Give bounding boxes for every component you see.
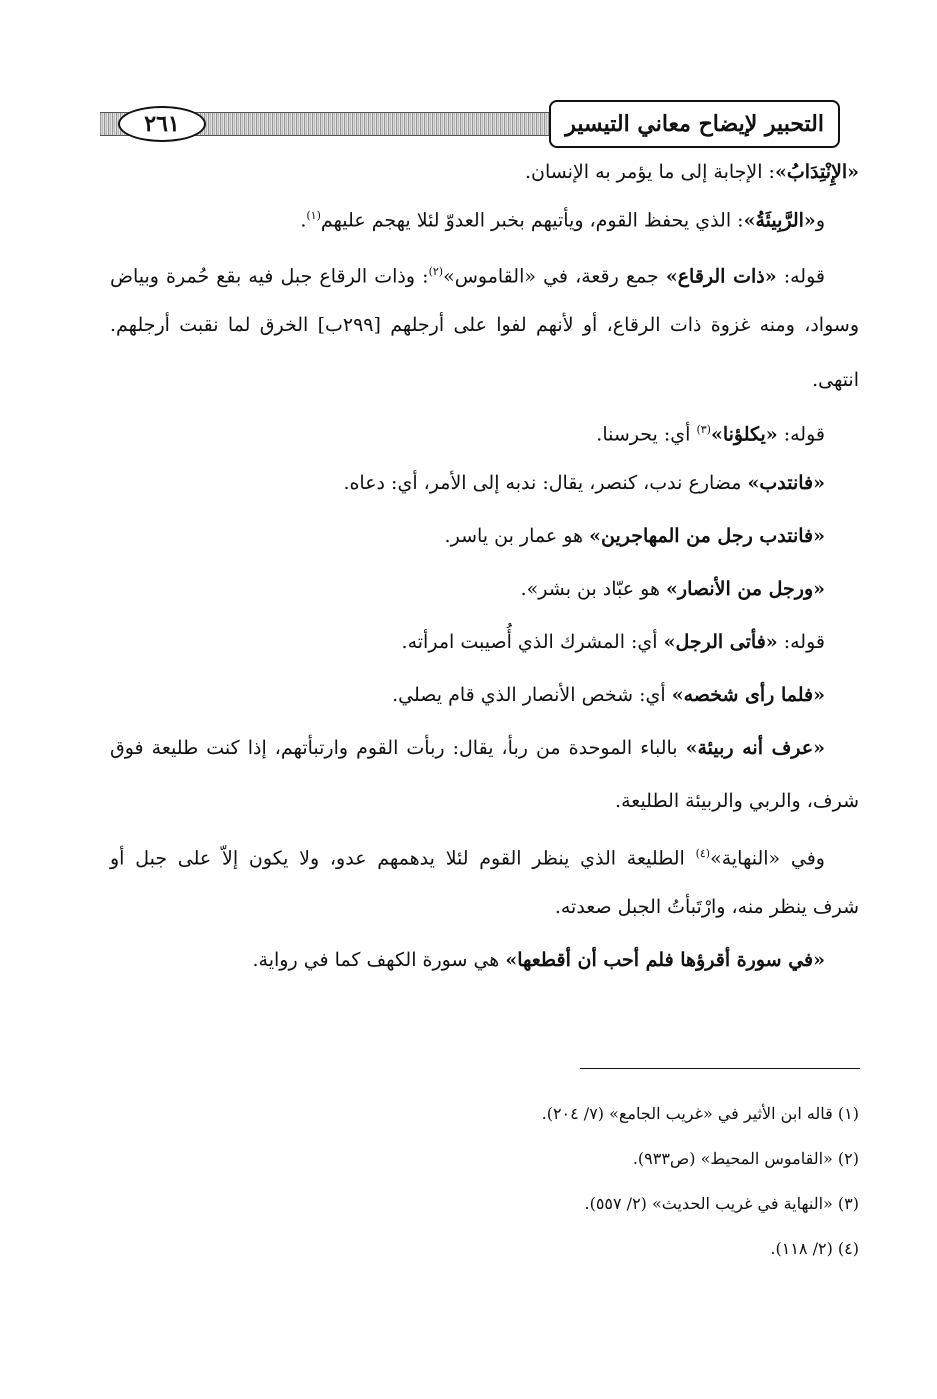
- text-line-14: وفي «النهاية»$^{(٤)}$ الطليعة الذي ينظر القوم لئلا يدهمهم عدو، ولا يكون إلاّ على جبل أو: [110, 847, 825, 870]
- footnote-4: (٤) (٢/ ١١٨).: [770, 1239, 859, 1258]
- footnote-ref: (٤): [695, 847, 711, 860]
- text-line-4: وسواد، ومنه غزوة ذات الرقاع، أو لأنهم لفوا على أرجلهم [٢٩٩ب] الخرق لما نقبت أرجلهم.: [110, 314, 859, 336]
- text-line-12: «عرف أنه ربيئة» بالباء الموحدة من ربأ، يقال: ربأت القوم وارتبأتهم، إذا كنت طليعة فوق: [110, 737, 825, 759]
- text-line-16: «في سورة أقرؤها فلم أحب أن أقطعها» هي سورة الكهف كما في رواية.: [252, 949, 825, 971]
- footnote-2: (٢) «القاموس المحيط» (ص٩٣٣).: [632, 1149, 859, 1168]
- footnote-ref: (١): [306, 209, 321, 222]
- text-line-13: شرف، والربي والربيئة الطليعة.: [615, 790, 859, 812]
- text-line-5: انتهى.: [812, 369, 859, 391]
- term: «في سورة أقرؤها فلم أحب أن أقطعها»: [505, 949, 825, 971]
- text-line-6: قوله: «يكلؤنا»$^{(٣)}$ أي: يحرسنا.: [596, 423, 825, 446]
- text-line-7: «فانتدب» مضارع ندب، كنصر، يقال: ندبه إلى الأمر، أي: دعاه.: [343, 472, 825, 494]
- text-line-1: «الإِنْتِدَابُ»: الإجابة إلى ما يؤمر به الإنسان.: [524, 161, 859, 183]
- term: «فأتى الرجل»: [663, 631, 778, 653]
- footnote-1: (١) قاله ابن الأثير في «غريب الجامع» (٧/ ٢٠٤).: [541, 1104, 859, 1123]
- text-line-3: قوله: «ذات الرقاع» جمع رقعة، في «القاموس»$^{(٢)}$: وذات الرقاع جبل فيه بقع حُمرة وبياض: [110, 265, 825, 288]
- text-line-9: «ورجل من الأنصار» هو عبّاد بن بشر».: [520, 578, 825, 600]
- page-number: ٢٦١: [118, 106, 206, 142]
- term: «ذات الرقاع»: [665, 265, 777, 288]
- running-title: التحبير لإيضاح معاني التيسير: [549, 100, 840, 148]
- term: «فانتدب رجل من المهاجرين»: [589, 525, 825, 547]
- term: «فلما رأى شخصه»: [671, 684, 825, 706]
- term: «يكلؤنا»: [710, 423, 778, 446]
- footnote-ref: (٢): [428, 265, 444, 278]
- footnote-ref: (٣): [696, 423, 711, 436]
- footnote-separator: [580, 1068, 860, 1069]
- footnote-3: (٣) «النهاية في غريب الحديث» (٢/ ٥٥٧).: [584, 1194, 859, 1213]
- text-line-2: و«الرَّبِيئَةُ»: الذي يحفظ القوم، ويأتيهم بخبر العدوّ لئلا يهجم عليهم$^{(١)}$.: [300, 209, 825, 232]
- term: «الرَّبِيئَةُ»: [743, 209, 816, 232]
- text-line-15: شرف ينظر منه، وارْتَبأتُ الجبل صعدته.: [554, 896, 859, 918]
- page-header: [100, 100, 840, 146]
- text-line-10: قوله: «فأتى الرجل» أي: المشرك الذي أُصيبت امرأته.: [401, 631, 825, 653]
- text-line-11: «فلما رأى شخصه» أي: شخص الأنصار الذي قام يصلي.: [392, 684, 825, 706]
- term: «الإِنْتِدَابُ»: [774, 161, 859, 183]
- term: «عرف أنه ربيئة»: [685, 737, 825, 759]
- term: «ورجل من الأنصار»: [666, 578, 825, 600]
- text-line-8: «فانتدب رجل من المهاجرين» هو عمار بن ياسر.: [444, 525, 825, 547]
- term: «فانتدب»: [747, 472, 825, 494]
